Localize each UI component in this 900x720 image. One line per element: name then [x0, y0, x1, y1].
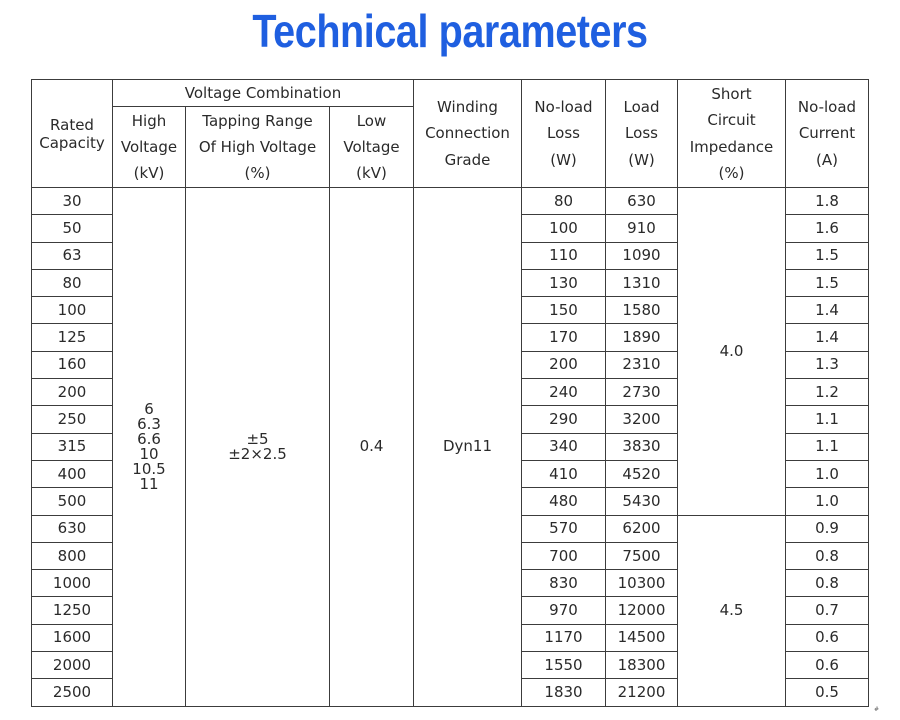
no-load-current-cell: 1.8 — [786, 188, 869, 215]
header-no-load-loss: No-load Loss (W) — [522, 80, 606, 188]
no-load-current-cell: 1.4 — [786, 297, 869, 324]
rated-capacity-cell: 1000 — [32, 570, 113, 597]
winding-connection-value: Dyn11 — [414, 188, 522, 707]
load-loss-cell: 3830 — [606, 433, 678, 460]
header-low-voltage: Low Voltage (kV) — [330, 107, 414, 188]
load-loss-cell: 1580 — [606, 297, 678, 324]
rated-capacity-cell: 1600 — [32, 624, 113, 651]
load-loss-cell: 3200 — [606, 406, 678, 433]
rated-capacity-cell: 2000 — [32, 652, 113, 679]
no-load-current-cell: 1.5 — [786, 242, 869, 269]
no-load-current-cell: 1.1 — [786, 433, 869, 460]
rated-capacity-cell: 100 — [32, 297, 113, 324]
table-body — [32, 188, 869, 707]
tapping-range-values: ±5 ±2×2.5 — [186, 188, 330, 707]
no-load-current-cell: 0.6 — [786, 624, 869, 651]
impedance-value-group-1: 4.0 — [678, 188, 786, 516]
load-loss-cell: 21200 — [606, 679, 678, 706]
no-load-current-cell: 1.4 — [786, 324, 869, 351]
rated-capacity-cell: 63 — [32, 242, 113, 269]
no-load-loss-cell: 830 — [522, 570, 606, 597]
no-load-loss-cell: 340 — [522, 433, 606, 460]
load-loss-cell: 12000 — [606, 597, 678, 624]
rated-capacity-cell: 2500 — [32, 679, 113, 706]
table-header — [32, 80, 869, 188]
low-voltage-value: 0.4 — [330, 188, 414, 707]
no-load-loss-cell: 150 — [522, 297, 606, 324]
no-load-current-cell: 0.9 — [786, 515, 869, 542]
header-voltage-combination: Voltage Combination — [113, 80, 414, 107]
no-load-loss-cell: 290 — [522, 406, 606, 433]
load-loss-cell: 7500 — [606, 542, 678, 569]
rated-capacity-cell: 315 — [32, 433, 113, 460]
note-mark: # — [874, 706, 880, 713]
load-loss-cell: 2730 — [606, 379, 678, 406]
page-title: Technical parameters — [252, 5, 648, 57]
header-winding-connection: Winding Connection Grade — [414, 80, 522, 188]
no-load-current-cell: 1.6 — [786, 215, 869, 242]
load-loss-cell: 1090 — [606, 242, 678, 269]
rated-capacity-cell: 50 — [32, 215, 113, 242]
no-load-loss-cell: 480 — [522, 488, 606, 515]
no-load-current-cell: 1.3 — [786, 351, 869, 378]
rated-capacity-cell: 250 — [32, 406, 113, 433]
load-loss-cell: 1890 — [606, 324, 678, 351]
load-loss-cell: 14500 — [606, 624, 678, 651]
no-load-current-cell: 1.2 — [786, 379, 869, 406]
header-short-circuit-impedance: Short Circuit Impedance (%) — [678, 80, 786, 188]
load-loss-cell: 18300 — [606, 652, 678, 679]
load-loss-cell: 5430 — [606, 488, 678, 515]
no-load-loss-cell: 1550 — [522, 652, 606, 679]
rated-capacity-cell: 800 — [32, 542, 113, 569]
rated-capacity-cell: 400 — [32, 460, 113, 487]
no-load-loss-cell: 80 — [522, 188, 606, 215]
rated-capacity-cell: 200 — [32, 379, 113, 406]
header-load-loss: Load Loss (W) — [606, 80, 678, 188]
no-load-current-cell: 1.0 — [786, 460, 869, 487]
table-row — [32, 188, 869, 215]
no-load-loss-cell: 1830 — [522, 679, 606, 706]
rated-capacity-cell: 630 — [32, 515, 113, 542]
no-load-loss-cell: 240 — [522, 379, 606, 406]
load-loss-cell: 4520 — [606, 460, 678, 487]
rated-capacity-cell: 30 — [32, 188, 113, 215]
no-load-loss-cell: 170 — [522, 324, 606, 351]
impedance-value-group-2: 4.5 — [678, 515, 786, 706]
rated-capacity-cell: 80 — [32, 269, 113, 296]
no-load-loss-cell: 110 — [522, 242, 606, 269]
high-voltage-values: 6 6.3 6.6 10 10.5 11 — [113, 188, 186, 707]
no-load-current-cell: 0.8 — [786, 570, 869, 597]
header-no-load-current: No-load Current (A) — [786, 80, 869, 188]
no-load-current-cell: 0.5 — [786, 679, 869, 706]
no-load-loss-cell: 410 — [522, 460, 606, 487]
no-load-current-cell: 0.8 — [786, 542, 869, 569]
header-tapping-range: Tapping Range Of High Voltage (%) — [186, 107, 330, 188]
no-load-loss-cell: 200 — [522, 351, 606, 378]
rated-capacity-cell: 500 — [32, 488, 113, 515]
load-loss-cell: 10300 — [606, 570, 678, 597]
no-load-current-cell: 0.7 — [786, 597, 869, 624]
header-high-voltage: High Voltage (kV) — [113, 107, 186, 188]
no-load-current-cell: 1.0 — [786, 488, 869, 515]
no-load-loss-cell: 130 — [522, 269, 606, 296]
load-loss-cell: 6200 — [606, 515, 678, 542]
load-loss-cell: 630 — [606, 188, 678, 215]
rated-capacity-cell: 125 — [32, 324, 113, 351]
no-load-loss-cell: 970 — [522, 597, 606, 624]
no-load-loss-cell: 700 — [522, 542, 606, 569]
no-load-loss-cell: 100 — [522, 215, 606, 242]
load-loss-cell: 910 — [606, 215, 678, 242]
technical-parameters-table — [31, 79, 869, 707]
no-load-loss-cell: 1170 — [522, 624, 606, 651]
no-load-current-cell: 1.5 — [786, 269, 869, 296]
no-load-current-cell: 0.6 — [786, 652, 869, 679]
no-load-loss-cell: 570 — [522, 515, 606, 542]
load-loss-cell: 1310 — [606, 269, 678, 296]
rated-capacity-cell: 160 — [32, 351, 113, 378]
rated-capacity-cell: 1250 — [32, 597, 113, 624]
header-rated-capacity: Rated Capacity — [32, 80, 113, 188]
no-load-current-cell: 1.1 — [786, 406, 869, 433]
load-loss-cell: 2310 — [606, 351, 678, 378]
